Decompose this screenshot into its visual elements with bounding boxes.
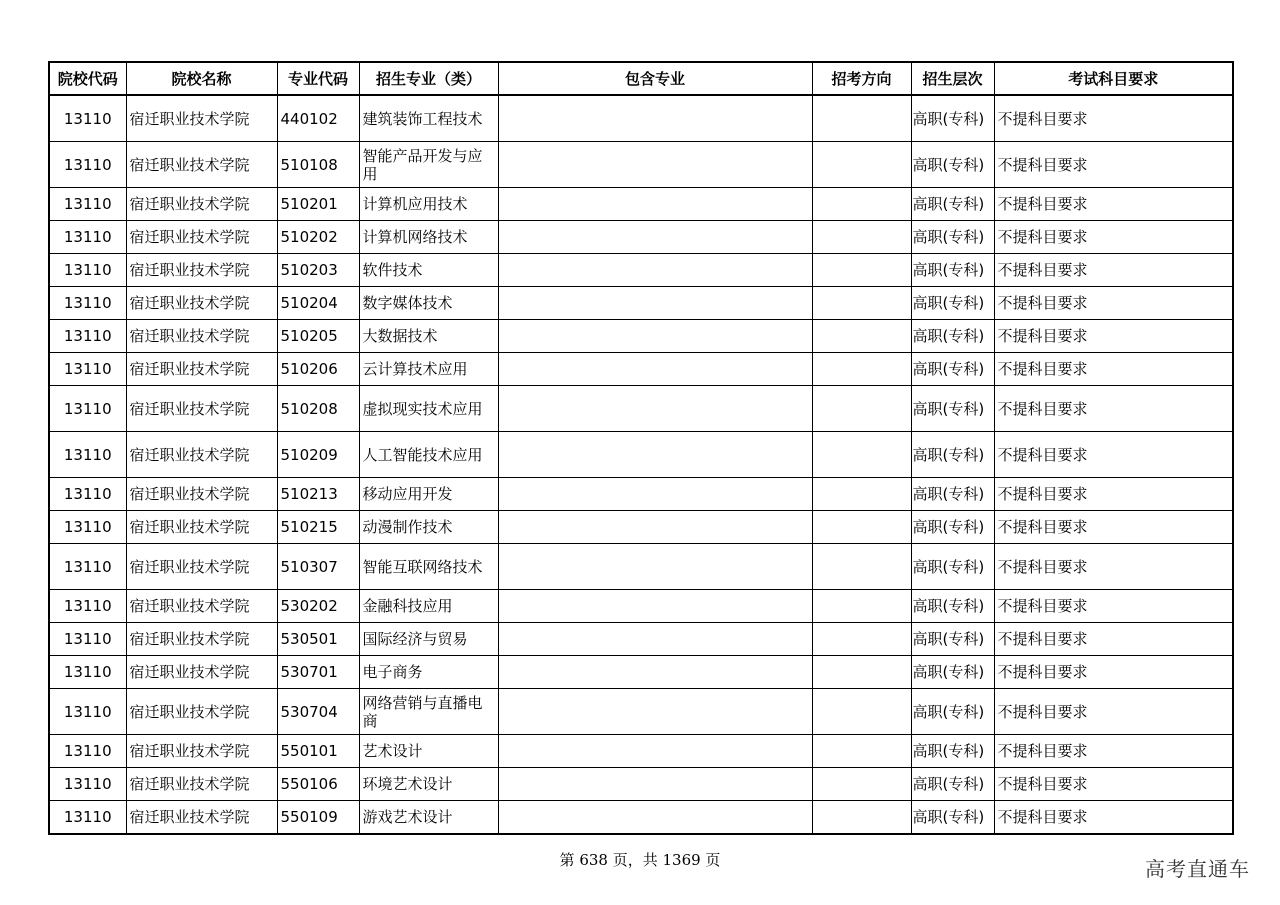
- cell-direction: [812, 801, 911, 835]
- cell-major-code: 510215: [277, 511, 359, 544]
- cell-school-code: 13110: [49, 801, 126, 835]
- cell-direction: [812, 735, 911, 768]
- cell-major: 计算机网络技术: [359, 221, 498, 254]
- table-row: [49, 386, 1233, 432]
- cell-major-code: 510204: [277, 287, 359, 320]
- cell-major-code: 510201: [277, 188, 359, 221]
- cell-direction: [812, 478, 911, 511]
- cell-direction: [812, 320, 911, 353]
- cell-school-code: 13110: [49, 478, 126, 511]
- cell-level: 高职(专科): [911, 221, 994, 254]
- cell-level: 高职(专科): [911, 478, 994, 511]
- table-row: [49, 656, 1233, 689]
- cell-requirement: 不提科目要求: [994, 478, 1233, 511]
- table-row: [49, 142, 1233, 188]
- cell-level: 高职(专科): [911, 287, 994, 320]
- cell-direction: [812, 221, 911, 254]
- cell-included-majors: [498, 221, 812, 254]
- header-major: 招生专业（类）: [359, 62, 498, 95]
- cell-school-name: 宿迁职业技术学院: [126, 432, 277, 478]
- cell-direction: [812, 432, 911, 478]
- cell-included-majors: [498, 544, 812, 590]
- cell-level: 高职(专科): [911, 801, 994, 835]
- cell-school-name: 宿迁职业技术学院: [126, 320, 277, 353]
- cell-major: 游戏艺术设计: [359, 801, 498, 835]
- admissions-table: [48, 61, 1234, 835]
- cell-major: 金融科技应用: [359, 590, 498, 623]
- cell-included-majors: [498, 353, 812, 386]
- cell-major: 国际经济与贸易: [359, 623, 498, 656]
- table-row: [49, 590, 1233, 623]
- cell-school-name: 宿迁职业技术学院: [126, 188, 277, 221]
- cell-requirement: 不提科目要求: [994, 254, 1233, 287]
- cell-included-majors: [498, 768, 812, 801]
- cell-requirement: 不提科目要求: [994, 623, 1233, 656]
- cell-school-code: 13110: [49, 188, 126, 221]
- table-row: [49, 735, 1233, 768]
- cell-major: 移动应用开发: [359, 478, 498, 511]
- cell-school-code: 13110: [49, 320, 126, 353]
- cell-direction: [812, 188, 911, 221]
- cell-included-majors: [498, 735, 812, 768]
- table-row: [49, 320, 1233, 353]
- cell-level: 高职(专科): [911, 511, 994, 544]
- cell-school-code: 13110: [49, 254, 126, 287]
- header-row: [49, 62, 1233, 95]
- cell-major-code: 510307: [277, 544, 359, 590]
- cell-direction: [812, 254, 911, 287]
- cell-major-code: 530202: [277, 590, 359, 623]
- cell-school-name: 宿迁职业技术学院: [126, 287, 277, 320]
- cell-included-majors: [498, 142, 812, 188]
- cell-level: 高职(专科): [911, 544, 994, 590]
- cell-school-code: 13110: [49, 142, 126, 188]
- cell-major-code: 510108: [277, 142, 359, 188]
- table-row: [49, 221, 1233, 254]
- cell-direction: [812, 768, 911, 801]
- cell-major-code: 510203: [277, 254, 359, 287]
- table-row: [49, 623, 1233, 656]
- cell-school-name: 宿迁职业技术学院: [126, 689, 277, 735]
- cell-school-code: 13110: [49, 735, 126, 768]
- cell-school-code: 13110: [49, 221, 126, 254]
- cell-major: 软件技术: [359, 254, 498, 287]
- cell-school-name: 宿迁职业技术学院: [126, 801, 277, 835]
- cell-school-name: 宿迁职业技术学院: [126, 95, 277, 142]
- cell-included-majors: [498, 95, 812, 142]
- cell-major: 动漫制作技术: [359, 511, 498, 544]
- cell-major-code: 510205: [277, 320, 359, 353]
- cell-school-name: 宿迁职业技术学院: [126, 656, 277, 689]
- header-major-code: 专业代码: [277, 62, 359, 95]
- header-school-code: 院校代码: [49, 62, 126, 95]
- cell-direction: [812, 386, 911, 432]
- cell-school-code: 13110: [49, 656, 126, 689]
- cell-included-majors: [498, 623, 812, 656]
- cell-requirement: 不提科目要求: [994, 95, 1233, 142]
- cell-major: 智能产品开发与应用: [359, 142, 498, 188]
- cell-major: 大数据技术: [359, 320, 498, 353]
- cell-requirement: 不提科目要求: [994, 590, 1233, 623]
- cell-major: 电子商务: [359, 656, 498, 689]
- header-direction: 招考方向: [812, 62, 911, 95]
- header-included-majors: 包含专业: [498, 62, 812, 95]
- cell-school-code: 13110: [49, 353, 126, 386]
- cell-major: 智能互联网络技术: [359, 544, 498, 590]
- cell-requirement: 不提科目要求: [994, 188, 1233, 221]
- cell-school-code: 13110: [49, 768, 126, 801]
- page-number: 第 638 页，共 1369 页: [559, 851, 721, 869]
- cell-requirement: 不提科目要求: [994, 353, 1233, 386]
- cell-school-name: 宿迁职业技术学院: [126, 142, 277, 188]
- cell-school-name: 宿迁职业技术学院: [126, 623, 277, 656]
- table-row: [49, 478, 1233, 511]
- cell-major-code: 440102: [277, 95, 359, 142]
- cell-school-code: 13110: [49, 511, 126, 544]
- cell-level: 高职(专科): [911, 689, 994, 735]
- cell-included-majors: [498, 689, 812, 735]
- cell-school-name: 宿迁职业技术学院: [126, 544, 277, 590]
- cell-major: 建筑装饰工程技术: [359, 95, 498, 142]
- cell-included-majors: [498, 478, 812, 511]
- cell-school-code: 13110: [49, 95, 126, 142]
- cell-direction: [812, 142, 911, 188]
- cell-included-majors: [498, 432, 812, 478]
- cell-direction: [812, 95, 911, 142]
- cell-direction: [812, 511, 911, 544]
- table-row: [49, 188, 1233, 221]
- cell-major-code: 550109: [277, 801, 359, 835]
- header-requirement: 考试科目要求: [994, 62, 1233, 95]
- table-row: [49, 287, 1233, 320]
- cell-major: 网络营销与直播电商: [359, 689, 498, 735]
- cell-major: 环境艺术设计: [359, 768, 498, 801]
- cell-included-majors: [498, 188, 812, 221]
- cell-direction: [812, 623, 911, 656]
- cell-school-name: 宿迁职业技术学院: [126, 221, 277, 254]
- cell-major-code: 530704: [277, 689, 359, 735]
- table-row: [49, 544, 1233, 590]
- cell-school-name: 宿迁职业技术学院: [126, 511, 277, 544]
- cell-level: 高职(专科): [911, 95, 994, 142]
- table-row: [49, 801, 1233, 835]
- cell-level: 高职(专科): [911, 656, 994, 689]
- cell-requirement: 不提科目要求: [994, 432, 1233, 478]
- cell-school-code: 13110: [49, 287, 126, 320]
- cell-major-code: 550106: [277, 768, 359, 801]
- cell-requirement: 不提科目要求: [994, 142, 1233, 188]
- cell-included-majors: [498, 254, 812, 287]
- table-row: [49, 432, 1233, 478]
- cell-requirement: 不提科目要求: [994, 221, 1233, 254]
- cell-major: 数字媒体技术: [359, 287, 498, 320]
- table-row: [49, 511, 1233, 544]
- cell-major: 艺术设计: [359, 735, 498, 768]
- table-row: [49, 768, 1233, 801]
- table-row: [49, 95, 1233, 142]
- cell-major-code: 530701: [277, 656, 359, 689]
- cell-major: 云计算技术应用: [359, 353, 498, 386]
- header-level: 招生层次: [911, 62, 994, 95]
- cell-major-code: 510202: [277, 221, 359, 254]
- cell-major-code: 530501: [277, 623, 359, 656]
- cell-direction: [812, 353, 911, 386]
- cell-included-majors: [498, 511, 812, 544]
- cell-level: 高职(专科): [911, 590, 994, 623]
- cell-included-majors: [498, 287, 812, 320]
- header-school-name: 院校名称: [126, 62, 277, 95]
- cell-included-majors: [498, 386, 812, 432]
- cell-school-code: 13110: [49, 544, 126, 590]
- cell-school-name: 宿迁职业技术学院: [126, 254, 277, 287]
- cell-school-name: 宿迁职业技术学院: [126, 386, 277, 432]
- cell-direction: [812, 544, 911, 590]
- cell-school-code: 13110: [49, 432, 126, 478]
- cell-school-code: 13110: [49, 590, 126, 623]
- cell-school-code: 13110: [49, 623, 126, 656]
- cell-school-code: 13110: [49, 689, 126, 735]
- cell-major: 计算机应用技术: [359, 188, 498, 221]
- cell-level: 高职(专科): [911, 768, 994, 801]
- cell-level: 高职(专科): [911, 188, 994, 221]
- cell-school-code: 13110: [49, 386, 126, 432]
- cell-direction: [812, 689, 911, 735]
- cell-requirement: 不提科目要求: [994, 511, 1233, 544]
- cell-requirement: 不提科目要求: [994, 320, 1233, 353]
- cell-major-code: 550101: [277, 735, 359, 768]
- cell-requirement: 不提科目要求: [994, 287, 1233, 320]
- table-row: [49, 254, 1233, 287]
- cell-major-code: 510213: [277, 478, 359, 511]
- cell-major-code: 510208: [277, 386, 359, 432]
- cell-level: 高职(专科): [911, 142, 994, 188]
- cell-included-majors: [498, 656, 812, 689]
- cell-school-name: 宿迁职业技术学院: [126, 478, 277, 511]
- cell-requirement: 不提科目要求: [994, 544, 1233, 590]
- cell-included-majors: [498, 801, 812, 835]
- table-row: [49, 689, 1233, 735]
- cell-direction: [812, 287, 911, 320]
- cell-major: 虚拟现实技术应用: [359, 386, 498, 432]
- cell-requirement: 不提科目要求: [994, 689, 1233, 735]
- cell-school-name: 宿迁职业技术学院: [126, 353, 277, 386]
- cell-requirement: 不提科目要求: [994, 801, 1233, 835]
- cell-requirement: 不提科目要求: [994, 768, 1233, 801]
- cell-direction: [812, 656, 911, 689]
- cell-major-code: 510209: [277, 432, 359, 478]
- cell-school-name: 宿迁职业技术学院: [126, 735, 277, 768]
- cell-level: 高职(专科): [911, 735, 994, 768]
- cell-major: 人工智能技术应用: [359, 432, 498, 478]
- cell-level: 高职(专科): [911, 320, 994, 353]
- cell-level: 高职(专科): [911, 386, 994, 432]
- watermark-logo: 高考直通车: [1145, 857, 1250, 881]
- cell-school-name: 宿迁职业技术学院: [126, 590, 277, 623]
- cell-requirement: 不提科目要求: [994, 656, 1233, 689]
- table-row: [49, 353, 1233, 386]
- cell-level: 高职(专科): [911, 353, 994, 386]
- cell-level: 高职(专科): [911, 254, 994, 287]
- cell-level: 高职(专科): [911, 432, 994, 478]
- cell-level: 高职(专科): [911, 623, 994, 656]
- cell-school-name: 宿迁职业技术学院: [126, 768, 277, 801]
- table-body: [49, 95, 1233, 834]
- cell-requirement: 不提科目要求: [994, 735, 1233, 768]
- cell-included-majors: [498, 590, 812, 623]
- cell-direction: [812, 590, 911, 623]
- cell-major-code: 510206: [277, 353, 359, 386]
- cell-requirement: 不提科目要求: [994, 386, 1233, 432]
- cell-included-majors: [498, 320, 812, 353]
